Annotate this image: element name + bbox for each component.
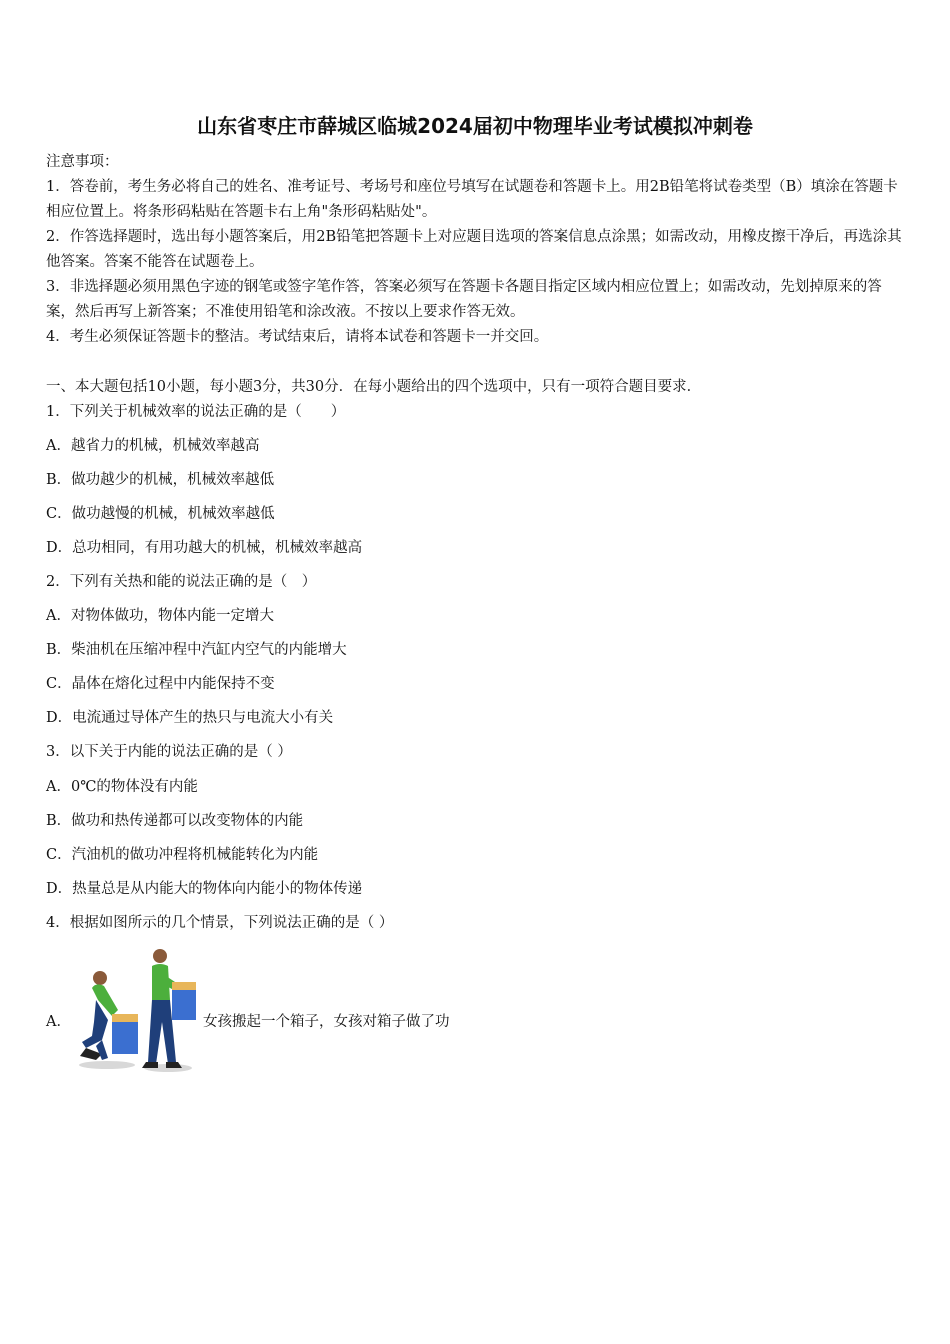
option: A．越省力的机械，机械效率越高	[46, 438, 260, 454]
option: A．对物体做功，物体内能一定增大	[46, 608, 274, 624]
page-title: 山东省枣庄市薛城区临城2024届初中物理毕业考试模拟冲刺卷	[197, 114, 753, 138]
notice-item: 1．答卷前，考生务必将自己的姓名、准考证号、考场号和座位号填写在试题卷和答题卡上。用2B铅笔将试卷类型（B）填涂在答题卡相应位置上。将条形码粘贴在答题卡右上角"条形码粘贴处"。	[46, 179, 898, 220]
option: B．柴油机在压缩冲程中汽缸内空气的内能增大	[46, 642, 347, 658]
option: B．做功越少的机械，机械效率越低	[46, 472, 275, 488]
section-heading: 一、本大题包括10小题，每小题3分，共30分．在每小题给出的四个选项中，只有一项符合题目要求．	[46, 379, 702, 395]
notice-heading: 注意事项：	[46, 154, 119, 170]
notice-item: 2．作答选择题时，选出每小题答案后，用2B铅笔把答题卡上对应题目选项的答案信息点涂黑；如需改动，用橡皮擦干净后，再选涂其他答案。答案不能答在试题卷上。	[46, 229, 902, 270]
girl-lifting-box-illustration	[72, 948, 202, 1074]
option: C．做功越慢的机械，机械效率越低	[46, 506, 275, 522]
notice-item: 4．考生必须保证答题卡的整洁。考试结束后，请将本试卷和答题卡一并交回。	[46, 329, 549, 345]
option: D．热量总是从内能大的物体向内能小的物体传递	[46, 881, 363, 897]
option: C．汽油机的做功冲程将机械能转化为内能	[46, 847, 319, 863]
notice-section	[46, 150, 906, 350]
option: B．做功和热传递都可以改变物体的内能	[46, 813, 304, 829]
option: A．	[46, 1014, 71, 1030]
question-stem: 3．以下关于内能的说法正确的是（ ）	[46, 744, 292, 760]
question-stem: 4．根据如图所示的几个情景，下列说法正确的是（ ）	[46, 915, 394, 931]
option: C．晶体在熔化过程中内能保持不变	[46, 676, 275, 692]
option: D．总功相同，有用功越大的机械，机械效率越高	[46, 540, 363, 556]
figure-caption: 女孩搬起一个箱子，女孩对箱子做了功	[203, 1014, 450, 1030]
question-stem: 2．下列有关热和能的说法正确的是（ ）	[46, 574, 317, 590]
notice-item: 3．非选择题必须用黑色字迹的钢笔或签字笔作答，答案必须写在答题卡各题目指定区域内相应位置上；如需改动，先划掉原来的答案，然后再写上新答案；不准使用铅笔和涂改液。不按以上要求作答无效。	[46, 279, 882, 320]
question-stem: 1．下列关于机械效率的说法正确的是（ ）	[46, 404, 346, 420]
option: D．电流通过导体产生的热只与电流大小有关	[46, 710, 334, 726]
option: A．0℃的物体没有内能	[46, 779, 198, 795]
